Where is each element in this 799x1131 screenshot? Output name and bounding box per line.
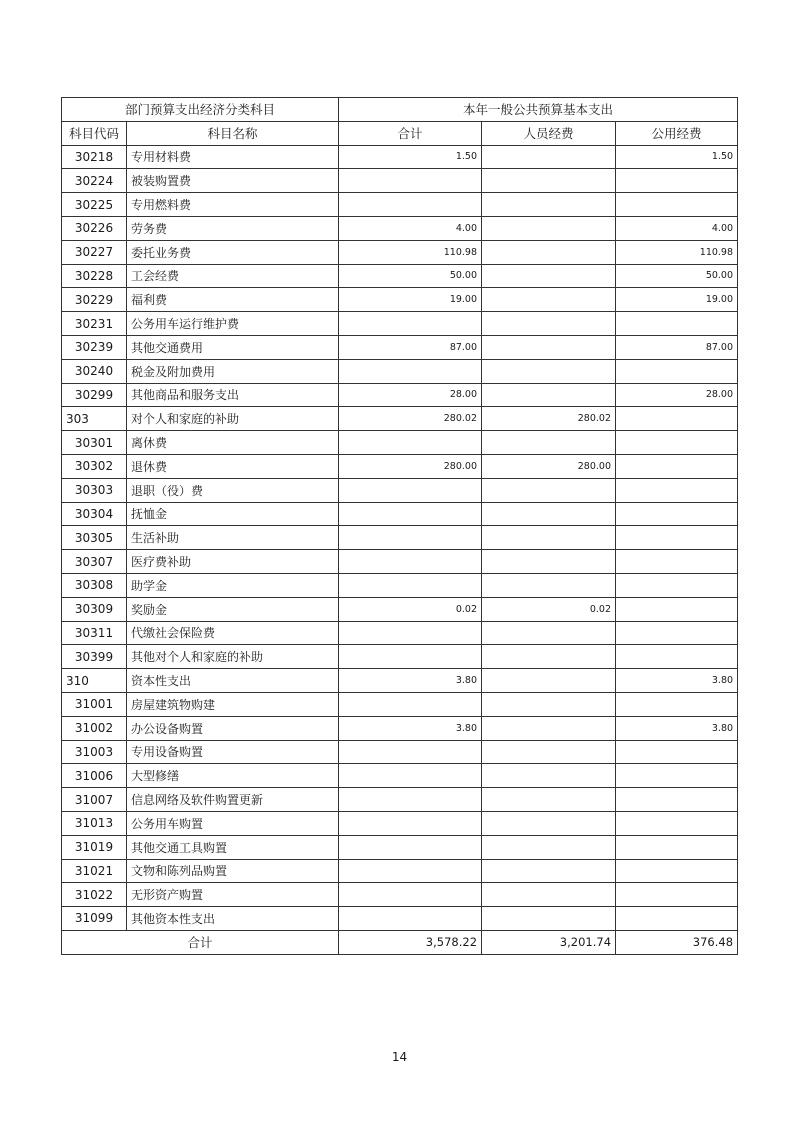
cell-total: 110.98 bbox=[339, 240, 482, 264]
cell-code: 31002 bbox=[62, 716, 127, 740]
cell-code: 31022 bbox=[62, 883, 127, 907]
cell-name: 税金及附加费用 bbox=[127, 359, 339, 383]
cell-personnel bbox=[482, 811, 616, 835]
cell-total bbox=[339, 811, 482, 835]
table-row bbox=[62, 526, 738, 550]
cell-personnel bbox=[482, 716, 616, 740]
cell-name: 其他对个人和家庭的补助 bbox=[127, 645, 339, 669]
cell-total bbox=[339, 573, 482, 597]
table-row bbox=[62, 478, 738, 502]
cell-total: 1.50 bbox=[339, 145, 482, 169]
cell-public bbox=[616, 764, 738, 788]
cell-personnel bbox=[482, 859, 616, 883]
cell-total bbox=[339, 550, 482, 574]
table-row bbox=[62, 288, 738, 312]
table-row bbox=[62, 788, 738, 812]
cell-personnel bbox=[482, 288, 616, 312]
cell-total bbox=[339, 883, 482, 907]
cell-name: 生活补助 bbox=[127, 526, 339, 550]
cell-name: 退休费 bbox=[127, 454, 339, 478]
budget-table bbox=[61, 97, 738, 955]
cell-public bbox=[616, 431, 738, 455]
cell-public: 1.50 bbox=[616, 145, 738, 169]
table-row bbox=[62, 811, 738, 835]
cell-total: 0.02 bbox=[339, 597, 482, 621]
cell-public: 110.98 bbox=[616, 240, 738, 264]
cell-personnel bbox=[482, 883, 616, 907]
cell-public bbox=[616, 788, 738, 812]
col-header-name: 科目名称 bbox=[127, 121, 339, 145]
cell-public bbox=[616, 907, 738, 931]
cell-code: 31003 bbox=[62, 740, 127, 764]
cell-personnel bbox=[482, 645, 616, 669]
table-row bbox=[62, 550, 738, 574]
cell-total bbox=[339, 692, 482, 716]
col-header-total: 合计 bbox=[339, 121, 482, 145]
cell-code: 30311 bbox=[62, 621, 127, 645]
cell-total bbox=[339, 312, 482, 336]
cell-public: 4.00 bbox=[616, 216, 738, 240]
cell-personnel bbox=[482, 359, 616, 383]
cell-public bbox=[616, 645, 738, 669]
cell-name: 专用材料费 bbox=[127, 145, 339, 169]
cell-code: 31099 bbox=[62, 907, 127, 931]
table-row bbox=[62, 407, 738, 431]
cell-personnel bbox=[482, 431, 616, 455]
table-row bbox=[62, 454, 738, 478]
cell-name: 委托业务费 bbox=[127, 240, 339, 264]
cell-personnel bbox=[482, 550, 616, 574]
cell-name: 工会经费 bbox=[127, 264, 339, 288]
cell-total bbox=[339, 764, 482, 788]
cell-public bbox=[616, 359, 738, 383]
cell-personnel bbox=[482, 669, 616, 693]
cell-personnel bbox=[482, 692, 616, 716]
cell-name: 对个人和家庭的补助 bbox=[127, 407, 339, 431]
table-row bbox=[62, 193, 738, 217]
cell-personnel bbox=[482, 573, 616, 597]
cell-name: 离休费 bbox=[127, 431, 339, 455]
cell-personnel bbox=[482, 193, 616, 217]
cell-public bbox=[616, 526, 738, 550]
total-row bbox=[62, 930, 738, 954]
total-sum: 3,578.22 bbox=[339, 930, 482, 954]
cell-total bbox=[339, 740, 482, 764]
cell-total bbox=[339, 907, 482, 931]
cell-name: 助学金 bbox=[127, 573, 339, 597]
cell-code: 31007 bbox=[62, 788, 127, 812]
header-group-row bbox=[62, 98, 738, 122]
cell-personnel bbox=[482, 526, 616, 550]
table-row bbox=[62, 431, 738, 455]
cell-code: 30307 bbox=[62, 550, 127, 574]
cell-personnel bbox=[482, 335, 616, 359]
col-header-personnel: 人员经费 bbox=[482, 121, 616, 145]
cell-code: 30309 bbox=[62, 597, 127, 621]
cell-total bbox=[339, 431, 482, 455]
table-row bbox=[62, 883, 738, 907]
cell-code: 30305 bbox=[62, 526, 127, 550]
cell-personnel bbox=[482, 383, 616, 407]
table-row bbox=[62, 145, 738, 169]
table-row bbox=[62, 335, 738, 359]
cell-public bbox=[616, 811, 738, 835]
cell-public bbox=[616, 883, 738, 907]
cell-public: 87.00 bbox=[616, 335, 738, 359]
cell-name: 医疗费补助 bbox=[127, 550, 339, 574]
cell-total: 3.80 bbox=[339, 669, 482, 693]
cell-total bbox=[339, 359, 482, 383]
cell-name: 代缴社会保险费 bbox=[127, 621, 339, 645]
cell-code: 31021 bbox=[62, 859, 127, 883]
cell-public: 3.80 bbox=[616, 716, 738, 740]
cell-public bbox=[616, 740, 738, 764]
cell-personnel bbox=[482, 216, 616, 240]
header-group-right: 本年一般公共预算基本支出 bbox=[339, 98, 738, 122]
cell-personnel bbox=[482, 907, 616, 931]
table-row bbox=[62, 502, 738, 526]
table-row bbox=[62, 264, 738, 288]
col-header-public: 公用经费 bbox=[616, 121, 738, 145]
header-columns-row bbox=[62, 121, 738, 145]
cell-public bbox=[616, 193, 738, 217]
cell-public: 50.00 bbox=[616, 264, 738, 288]
table-row bbox=[62, 216, 738, 240]
cell-name: 办公设备购置 bbox=[127, 716, 339, 740]
cell-personnel bbox=[482, 621, 616, 645]
cell-name: 公务用车购置 bbox=[127, 811, 339, 835]
cell-code: 30239 bbox=[62, 335, 127, 359]
cell-public bbox=[616, 835, 738, 859]
cell-code: 30224 bbox=[62, 169, 127, 193]
cell-code: 30302 bbox=[62, 454, 127, 478]
cell-total bbox=[339, 169, 482, 193]
cell-code: 30301 bbox=[62, 431, 127, 455]
cell-code: 30304 bbox=[62, 502, 127, 526]
cell-name: 奖励金 bbox=[127, 597, 339, 621]
cell-code: 310 bbox=[62, 669, 127, 693]
table-row bbox=[62, 169, 738, 193]
cell-personnel: 0.02 bbox=[482, 597, 616, 621]
cell-total bbox=[339, 478, 482, 502]
cell-name: 其他交通费用 bbox=[127, 335, 339, 359]
cell-name: 劳务费 bbox=[127, 216, 339, 240]
cell-total: 19.00 bbox=[339, 288, 482, 312]
cell-personnel bbox=[482, 240, 616, 264]
cell-code: 30399 bbox=[62, 645, 127, 669]
cell-total: 28.00 bbox=[339, 383, 482, 407]
cell-name: 资本性支出 bbox=[127, 669, 339, 693]
table-row bbox=[62, 359, 738, 383]
table-row bbox=[62, 716, 738, 740]
table-row bbox=[62, 573, 738, 597]
cell-code: 30240 bbox=[62, 359, 127, 383]
cell-code: 31013 bbox=[62, 811, 127, 835]
table-row bbox=[62, 740, 738, 764]
cell-code: 30231 bbox=[62, 312, 127, 336]
total-personnel: 3,201.74 bbox=[482, 930, 616, 954]
cell-code: 303 bbox=[62, 407, 127, 431]
cell-public bbox=[616, 597, 738, 621]
page-number: 14 bbox=[391, 1050, 408, 1064]
cell-total bbox=[339, 645, 482, 669]
cell-code: 30308 bbox=[62, 573, 127, 597]
cell-name: 其他资本性支出 bbox=[127, 907, 339, 931]
cell-public bbox=[616, 169, 738, 193]
cell-personnel bbox=[482, 788, 616, 812]
cell-total bbox=[339, 193, 482, 217]
cell-personnel: 280.02 bbox=[482, 407, 616, 431]
table-row bbox=[62, 907, 738, 931]
cell-code: 30226 bbox=[62, 216, 127, 240]
total-label: 合计 bbox=[62, 930, 339, 954]
cell-code: 30225 bbox=[62, 193, 127, 217]
cell-code: 31019 bbox=[62, 835, 127, 859]
cell-code: 30299 bbox=[62, 383, 127, 407]
cell-name: 大型修缮 bbox=[127, 764, 339, 788]
cell-name: 其他商品和服务支出 bbox=[127, 383, 339, 407]
table-row bbox=[62, 383, 738, 407]
table-row bbox=[62, 835, 738, 859]
cell-public bbox=[616, 407, 738, 431]
cell-name: 被装购置费 bbox=[127, 169, 339, 193]
cell-public bbox=[616, 550, 738, 574]
cell-code: 30303 bbox=[62, 478, 127, 502]
cell-public bbox=[616, 859, 738, 883]
cell-code: 30228 bbox=[62, 264, 127, 288]
table-row bbox=[62, 597, 738, 621]
cell-code: 30229 bbox=[62, 288, 127, 312]
cell-name: 福利费 bbox=[127, 288, 339, 312]
cell-personnel bbox=[482, 740, 616, 764]
cell-name: 抚恤金 bbox=[127, 502, 339, 526]
cell-total bbox=[339, 788, 482, 812]
cell-personnel bbox=[482, 264, 616, 288]
cell-public: 19.00 bbox=[616, 288, 738, 312]
cell-total bbox=[339, 502, 482, 526]
cell-total: 280.02 bbox=[339, 407, 482, 431]
cell-total: 87.00 bbox=[339, 335, 482, 359]
cell-code: 30227 bbox=[62, 240, 127, 264]
header-group-left: 部门预算支出经济分类科目 bbox=[62, 98, 339, 122]
cell-personnel bbox=[482, 502, 616, 526]
cell-code: 31006 bbox=[62, 764, 127, 788]
cell-public bbox=[616, 478, 738, 502]
cell-public bbox=[616, 454, 738, 478]
cell-personnel bbox=[482, 169, 616, 193]
cell-personnel bbox=[482, 145, 616, 169]
cell-name: 退职（役）费 bbox=[127, 478, 339, 502]
cell-total bbox=[339, 859, 482, 883]
cell-total bbox=[339, 621, 482, 645]
table-row bbox=[62, 692, 738, 716]
total-public: 376.48 bbox=[616, 930, 738, 954]
cell-code: 31001 bbox=[62, 692, 127, 716]
table-row bbox=[62, 859, 738, 883]
table-row bbox=[62, 669, 738, 693]
cell-name: 房屋建筑物购建 bbox=[127, 692, 339, 716]
cell-personnel bbox=[482, 312, 616, 336]
cell-public: 3.80 bbox=[616, 669, 738, 693]
cell-personnel bbox=[482, 478, 616, 502]
table-row bbox=[62, 312, 738, 336]
cell-name: 无形资产购置 bbox=[127, 883, 339, 907]
cell-total: 280.00 bbox=[339, 454, 482, 478]
col-header-code: 科目代码 bbox=[62, 121, 127, 145]
cell-name: 专用设备购置 bbox=[127, 740, 339, 764]
cell-public bbox=[616, 573, 738, 597]
cell-personnel bbox=[482, 835, 616, 859]
table-row bbox=[62, 621, 738, 645]
cell-name: 信息网络及软件购置更新 bbox=[127, 788, 339, 812]
cell-name: 专用燃料费 bbox=[127, 193, 339, 217]
cell-public bbox=[616, 692, 738, 716]
cell-name: 文物和陈列品购置 bbox=[127, 859, 339, 883]
cell-name: 其他交通工具购置 bbox=[127, 835, 339, 859]
cell-code: 30218 bbox=[62, 145, 127, 169]
cell-total: 50.00 bbox=[339, 264, 482, 288]
cell-personnel bbox=[482, 764, 616, 788]
table-body bbox=[62, 145, 738, 930]
cell-public bbox=[616, 502, 738, 526]
cell-public: 28.00 bbox=[616, 383, 738, 407]
table-row bbox=[62, 240, 738, 264]
table-row bbox=[62, 645, 738, 669]
cell-total bbox=[339, 526, 482, 550]
cell-public bbox=[616, 621, 738, 645]
cell-total: 3.80 bbox=[339, 716, 482, 740]
cell-personnel: 280.00 bbox=[482, 454, 616, 478]
cell-total bbox=[339, 835, 482, 859]
cell-name: 公务用车运行维护费 bbox=[127, 312, 339, 336]
cell-public bbox=[616, 312, 738, 336]
table-row bbox=[62, 764, 738, 788]
cell-total: 4.00 bbox=[339, 216, 482, 240]
